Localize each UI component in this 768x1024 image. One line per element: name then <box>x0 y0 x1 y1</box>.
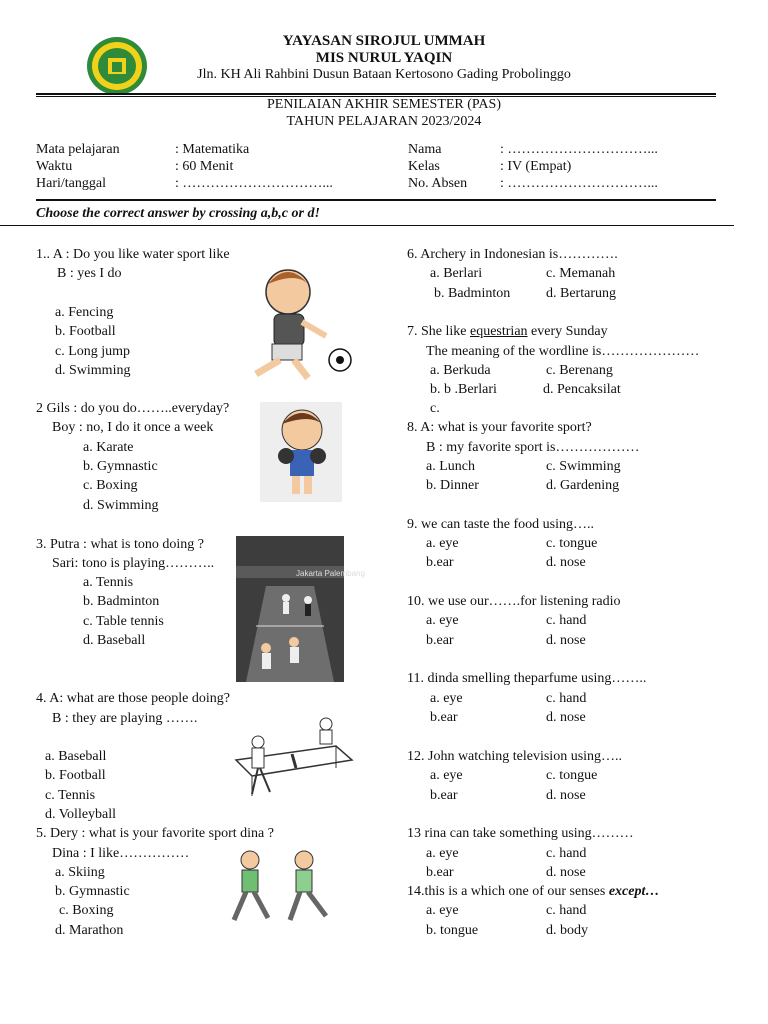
time-label: Waktu <box>36 159 73 174</box>
q5-line1: 5. Dery : what is your favorite sport dina ? <box>36 826 274 841</box>
q9-line1: 9. we can taste the food using….. <box>407 517 595 532</box>
boy-soccer-illustration <box>236 262 356 386</box>
q10-option-d[interactable]: d. nose <box>546 633 586 648</box>
q8-line2: B : my favorite sport is……………… <box>426 440 640 455</box>
q9-option-d[interactable]: d. nose <box>546 555 586 570</box>
q14-line1: 14.this is a which one of our senses except… <box>407 884 660 899</box>
q7-option-c[interactable]: c. Berenang <box>546 363 613 378</box>
q8-option-a[interactable]: a. Lunch <box>426 459 475 474</box>
q14-option-a[interactable]: a. eye <box>426 903 459 918</box>
q7-option-b[interactable]: b. b .Berlari <box>430 382 497 397</box>
q8-option-c[interactable]: c. Swimming <box>546 459 621 474</box>
q7-option-a[interactable]: a. Berkuda <box>430 363 491 378</box>
q9-option-c[interactable]: c. tongue <box>546 536 598 551</box>
q7-keyword: equestrian <box>470 324 528 339</box>
info-divider <box>36 199 716 201</box>
q12-option-a[interactable]: a. eye <box>430 768 463 783</box>
q13-option-b[interactable]: b.ear <box>426 865 454 880</box>
q14-option-c[interactable]: c. hand <box>546 903 587 918</box>
q14-option-b[interactable]: b. tongue <box>426 923 479 938</box>
absen-label: No. Absen <box>408 176 468 191</box>
q9-option-a[interactable]: a. eye <box>426 536 459 551</box>
q13-option-d[interactable]: d. nose <box>546 865 586 880</box>
q8-option-d[interactable]: d. Gardening <box>546 478 620 493</box>
q5-option-c[interactable]: c. Boxing <box>59 903 114 918</box>
instruction: Choose the correct answer by crossing a,b,c or d! <box>36 206 320 221</box>
q1-option-b[interactable]: b. Football <box>55 324 116 339</box>
q7-option-d[interactable]: d. Pencaksilat <box>543 382 621 397</box>
q1-line2: B : yes I do <box>57 266 122 281</box>
q2-line1: 2 Gils : do you do……..everyday? <box>36 401 230 416</box>
q3-option-c[interactable]: c. Table tennis <box>83 614 164 629</box>
foundation-name: YAYASAN SIROJUL UMMAH <box>282 33 486 49</box>
class-label: Kelas <box>408 159 440 174</box>
q13-line1: 13 rina can take something using……… <box>407 826 634 841</box>
q14-option-d[interactable]: d. body <box>546 923 588 938</box>
time-value: : 60 Menit <box>175 159 234 174</box>
table-tennis-illustration <box>216 716 356 800</box>
school-name: MIS NURUL YAQIN <box>315 50 453 66</box>
subject-value: : Matematika <box>175 142 250 157</box>
q2-option-b[interactable]: b. Gymnastic <box>83 459 158 474</box>
absen-value: : …………………………... <box>500 176 658 191</box>
q4-line1: 4. A: what are those people doing? <box>36 691 231 706</box>
q7-line2: The meaning of the wordline is………………… <box>426 344 700 359</box>
q12-option-b[interactable]: b.ear <box>430 788 458 803</box>
q3-photo-banner: Jakarta Palembang <box>296 569 365 578</box>
q10-option-b[interactable]: b.ear <box>426 633 454 648</box>
q3-line1: 3. Putra : what is tono doing ? <box>36 537 204 552</box>
q1-option-d[interactable]: d. Swimming <box>55 363 131 378</box>
q13-option-c[interactable]: c. hand <box>546 846 587 861</box>
q3-option-d[interactable]: d. Baseball <box>83 633 146 648</box>
q10-line1: 10. we use our…….for listening radio <box>407 594 621 609</box>
q1-line1: 1.. A : Do you like water sport like <box>36 247 230 262</box>
q8-line1: 8. A: what is your favorite sport? <box>407 420 592 435</box>
q11-option-c[interactable]: c. hand <box>546 691 587 706</box>
q3-option-b[interactable]: b. Badminton <box>83 594 160 609</box>
q6-line1: 6. Archery in Indonesian is…………. <box>407 247 618 262</box>
q6-option-d[interactable]: d. Bertarung <box>546 286 616 301</box>
q2-line2: Boy : no, I do it once a week <box>52 420 214 435</box>
q14-emphasis: except… <box>608 884 660 899</box>
runners-illustration <box>222 846 346 930</box>
q13-option-a[interactable]: a. eye <box>426 846 459 861</box>
q11-option-b[interactable]: b.ear <box>430 710 458 725</box>
subject-label: Mata pelajaran <box>36 142 120 157</box>
q4-line2: B : they are playing ……. <box>52 711 198 726</box>
q11-option-d[interactable]: d. nose <box>546 710 586 725</box>
q8-option-b[interactable]: b. Dinner <box>426 478 479 493</box>
q4-option-d[interactable]: d. Volleyball <box>45 807 117 822</box>
instruction-divider <box>0 225 734 226</box>
q6-option-c[interactable]: c. Memanah <box>546 266 616 281</box>
q4-option-b[interactable]: b. Football <box>45 768 106 783</box>
q5-option-b[interactable]: b. Gymnastic <box>55 884 130 899</box>
q9-option-b[interactable]: b.ear <box>426 555 454 570</box>
q5-option-a[interactable]: a. Skiing <box>55 865 105 880</box>
q10-option-c[interactable]: c. hand <box>546 613 587 628</box>
date-label: Hari/tanggal <box>36 176 106 191</box>
q1-option-c[interactable]: c. Long jump <box>55 344 131 359</box>
q11-line1: 11. dinda smelling theparfume using…….. <box>407 671 647 686</box>
q5-line2: Dina : I like…………… <box>52 846 190 861</box>
q2-option-d[interactable]: d. Swimming <box>83 498 159 513</box>
q10-option-a[interactable]: a. eye <box>426 613 459 628</box>
exam-title: PENILAIAN AKHIR SEMESTER (PAS) <box>266 97 501 112</box>
q12-option-c[interactable]: c. tongue <box>546 768 598 783</box>
q12-line1: 12. John watching television using….. <box>407 749 623 764</box>
name-value: : …………………………... <box>500 142 658 157</box>
date-value: : …………………………... <box>175 176 333 191</box>
q4-option-a[interactable]: a. Baseball <box>45 749 107 764</box>
q5-option-d[interactable]: d. Marathon <box>55 923 124 938</box>
class-value: : IV (Empat) <box>500 159 572 174</box>
school-address: Jln. KH Ali Rahbini Dusun Bataan Kertosono Gading Probolinggo <box>197 67 571 82</box>
q1-option-a[interactable]: a. Fencing <box>55 305 114 320</box>
q3-option-a[interactable]: a. Tennis <box>83 575 134 590</box>
q6-option-a[interactable]: a. Berlari <box>430 266 483 281</box>
q2-option-a[interactable]: a. Karate <box>83 440 134 455</box>
badminton-photo <box>236 536 365 682</box>
q11-option-a[interactable]: a. eye <box>430 691 463 706</box>
q2-option-c[interactable]: c. Boxing <box>83 478 138 493</box>
q6-option-b[interactable]: b. Badminton <box>434 286 511 301</box>
boy-boxing-illustration <box>260 402 342 502</box>
exam-year: TAHUN PELAJARAN 2023/2024 <box>286 114 482 129</box>
name-label: Nama <box>408 142 442 157</box>
q12-option-d[interactable]: d. nose <box>546 788 586 803</box>
q3-line2: Sari: tono is playing……….. <box>52 556 215 571</box>
q7-extra: c. <box>430 401 440 416</box>
q7-line1: 7. She like equestrian every Sunday <box>407 324 608 339</box>
header-divider <box>36 93 716 95</box>
q4-option-c[interactable]: c. Tennis <box>45 788 96 803</box>
